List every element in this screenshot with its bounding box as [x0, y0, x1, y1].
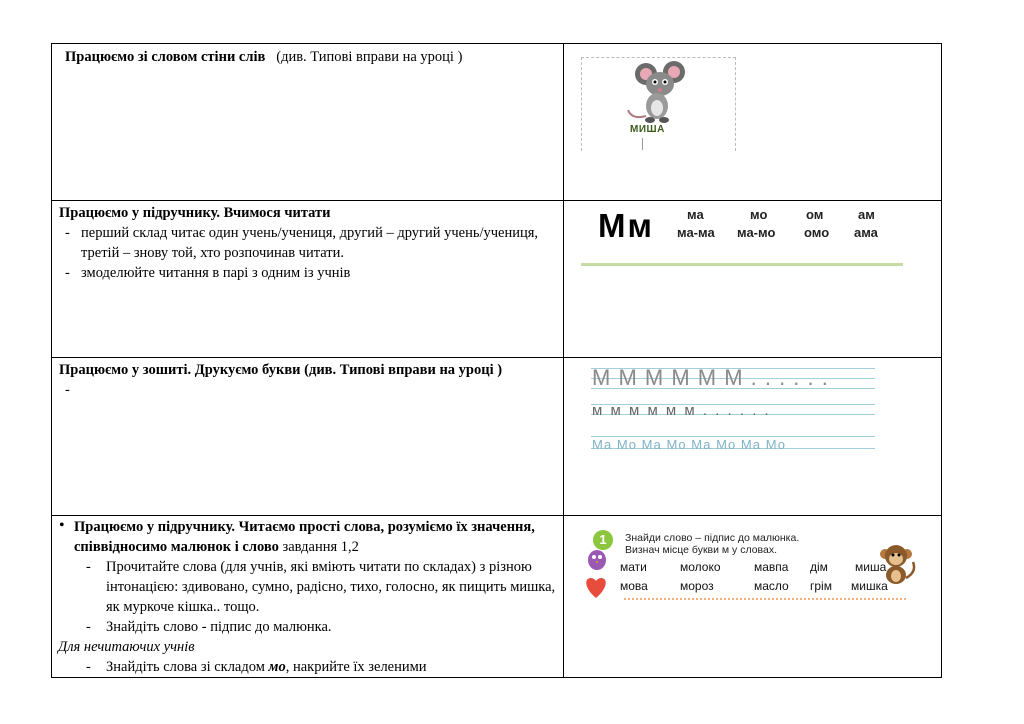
row4-heading: [56, 517, 559, 557]
row1-note: (див. Типові вправи на уроці ): [276, 49, 463, 65]
word: миша: [855, 560, 887, 574]
row4-subheading: Для нечитаючих учнів: [58, 639, 195, 655]
workbook-line-1: М М М М М М . . . . . .: [592, 365, 829, 390]
word: мавпа: [754, 560, 789, 574]
mouse-caption: МИША: [630, 124, 665, 135]
word: грім: [810, 579, 832, 593]
mouse-picture-card: [581, 57, 736, 151]
row2-title: Працюємо у підручнику. Вчимося читати: [59, 205, 331, 221]
word: мати: [620, 560, 647, 574]
row4-list: [56, 557, 559, 637]
bird-icon: [586, 546, 608, 572]
heart-icon: [582, 574, 610, 600]
task-instruction-1: Знайди слово – підпис до малюнка.: [625, 532, 800, 544]
dotted-writing-line: [624, 598, 906, 600]
row4-image-cell: [564, 516, 942, 678]
word: мишка: [851, 579, 888, 593]
syllable: ама: [854, 225, 878, 240]
task-number-badge: 1: [593, 530, 613, 550]
word: мова: [620, 579, 648, 593]
letter-m: Мм: [598, 207, 654, 244]
row1-image-cell: [564, 44, 942, 201]
row1-text-cell: [52, 44, 564, 201]
syllable: омо: [804, 225, 830, 240]
syllable: ам: [858, 207, 875, 222]
caption-tick: [642, 138, 643, 150]
workbook-line-3: Ма Мо Ма Мо Ма Мо Ма Мо: [592, 437, 786, 452]
table-row: [52, 516, 942, 678]
row2-text-cell: [52, 201, 564, 358]
list-item: - перший склад читає один учень/учениця, другий – другий учень/учениця, третій – знову той, хто розпочинав читати.: [59, 223, 557, 263]
word: масло: [754, 579, 789, 593]
row1-title: Працюємо зі словом стіни слів: [65, 49, 266, 65]
row4-list-2: [56, 657, 559, 677]
row3-image-cell: [564, 358, 942, 516]
item-emphasis: мо: [268, 659, 286, 675]
item-text: , накрийте їх зеленими: [285, 659, 427, 675]
monkey-icon: [877, 542, 919, 586]
word: мороз: [680, 579, 714, 593]
item-text: Знайдіть слова зі складом: [106, 659, 269, 675]
row4-task: завдання 1,2: [282, 539, 359, 555]
row2-image-cell: [564, 201, 942, 358]
workbook-line-2: м м м м м м . . . . . .: [592, 402, 771, 419]
task-instruction-2: Визнач місце букви м у словах.: [625, 544, 778, 556]
lesson-plan-table: [51, 43, 942, 678]
list-item: - Знайдіть слово - підпис до малюнка.: [56, 617, 559, 637]
underline-divider: [581, 263, 903, 266]
table-row: [52, 44, 942, 201]
syllable: мо: [750, 207, 768, 222]
table-row: [52, 358, 942, 516]
row4-text-cell: [52, 516, 564, 678]
syllable: ма: [687, 207, 704, 222]
row2-list: [59, 223, 557, 283]
list-item: [56, 657, 559, 677]
syllable: ма-ма: [677, 225, 715, 240]
table-row: [52, 201, 942, 358]
list-item: - змоделюйте читання в парі з одним із учнів: [59, 263, 557, 283]
mouse-icon: [624, 60, 694, 126]
syllable: ом: [806, 207, 824, 222]
row4-title: Працюємо у підручнику. Читаємо прості слова, розуміємо їх значення, співвідносимо малюнок і слово: [74, 519, 535, 555]
syllable: ма-мо: [737, 225, 776, 240]
word: дім: [810, 560, 828, 574]
list-item: - Прочитайте слова (для учнів, які вміють читати по складах) з різною інтонацією: здивовано, сумно, радісно, тихо, голосно, як пищить мишка, як муркоче кішка.. тощо.: [56, 557, 559, 617]
row3-title: Працюємо у зошиті. Друкуємо букви (див. Типові вправи на уроці ): [59, 362, 503, 378]
word: молоко: [680, 560, 721, 574]
row3-text-cell: [52, 358, 564, 516]
